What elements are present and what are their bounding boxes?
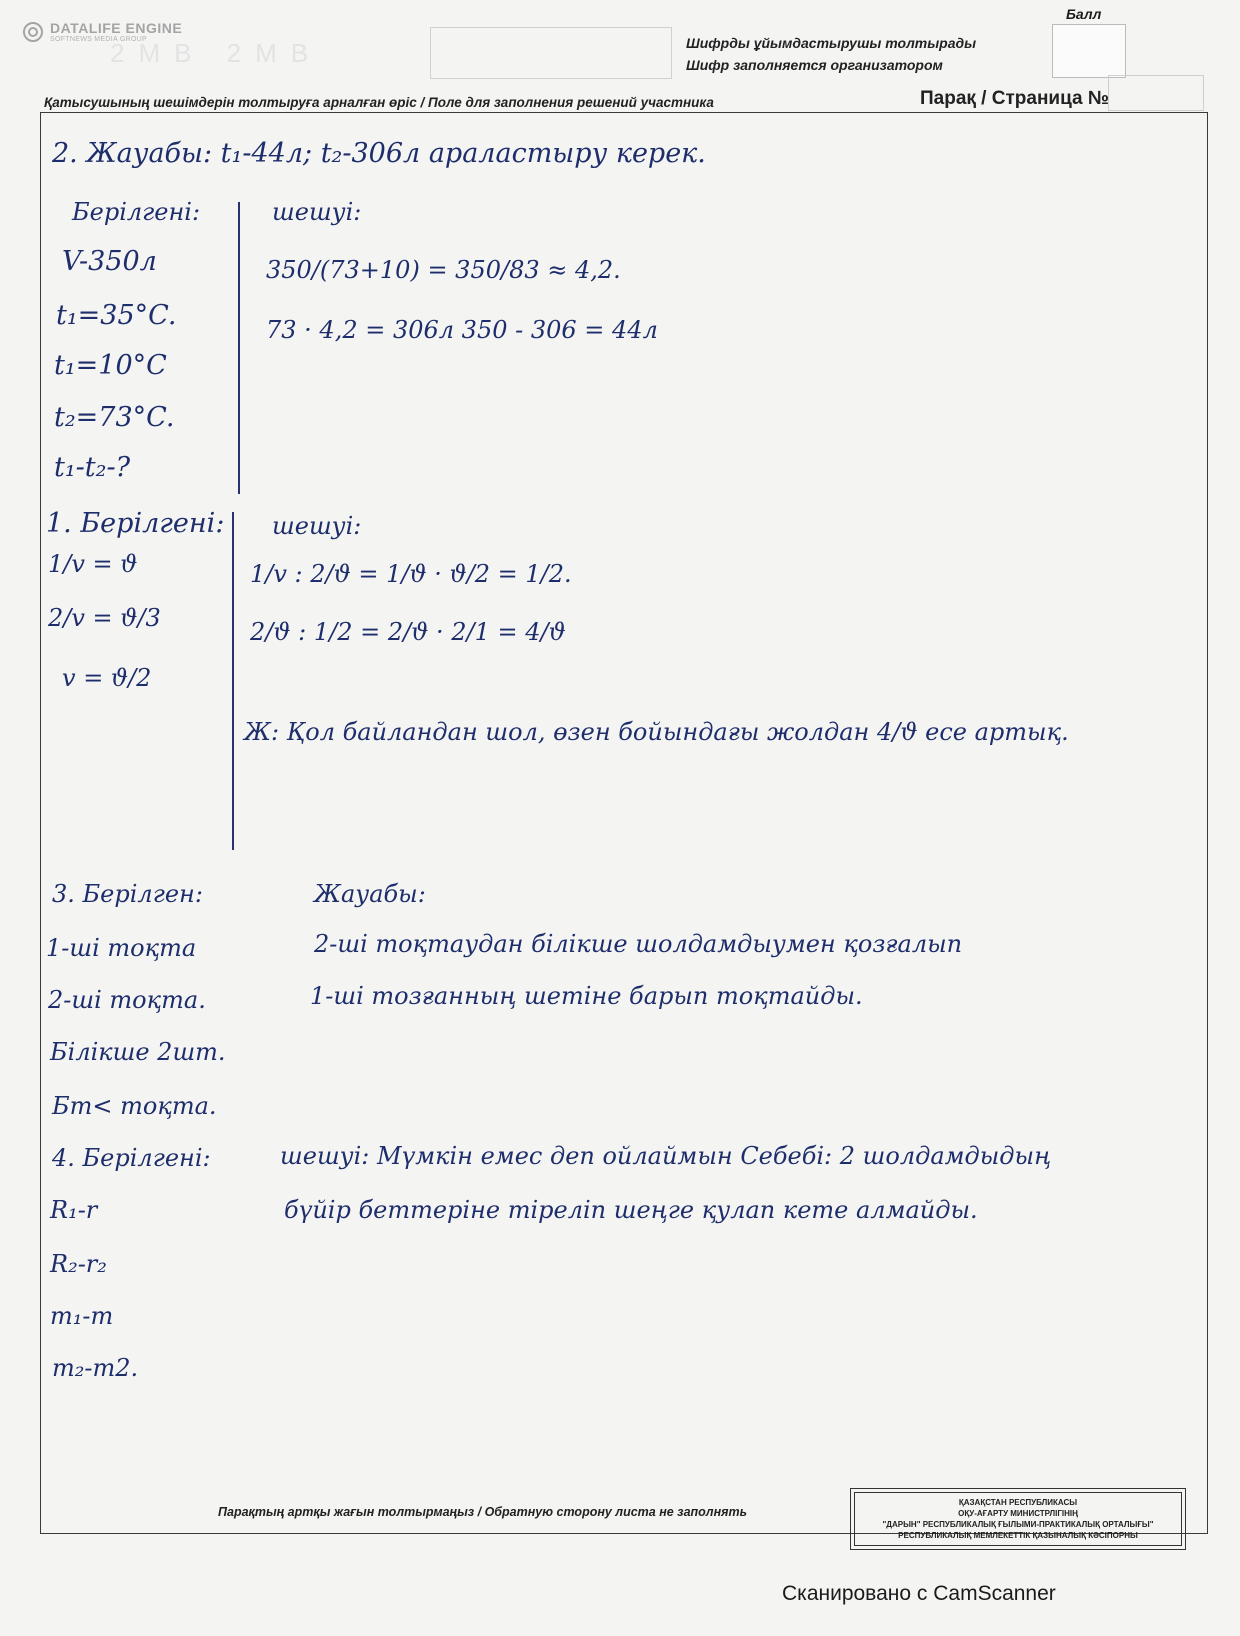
p2-answer: 2. Жауабы: t₁-44л; t₂-306л араластыру керек. (52, 138, 706, 169)
p4-solution-1: бүйір беттеріне тіреліп шеңге қулап кете алмайды. (284, 1196, 978, 1224)
page-number-box (1108, 75, 1204, 111)
p1-solution-title: шешуі: (272, 512, 362, 540)
organizer-kz: Шифрды ұйымдастырушы толтырады (686, 35, 977, 51)
page-label: Парақ / Страница № (920, 88, 1110, 109)
watermark-title: DATALIFE ENGINE (50, 20, 183, 36)
p3-given-2: Білікше 2шт. (50, 1038, 226, 1066)
organizer-note (686, 32, 976, 76)
cipher-box (430, 27, 672, 79)
p4-given-2: m₁-m (50, 1302, 114, 1330)
back-side-note: Парақтың артқы жағын толтырмаңыз / Обратную сторону листа не заполнять (218, 1505, 748, 1519)
p2-given-title: Берілгені: (72, 198, 201, 226)
p1-divider (232, 512, 234, 850)
p4-given-3: m₂-m2. (52, 1354, 139, 1382)
p4-solution-0: шешуі: Мүмкін емес деп ойлаймын Себебі: 2 шолдамдыдың (280, 1142, 1052, 1170)
p3-answer-title: Жауабы: (314, 880, 426, 908)
datalife-logo-icon (22, 21, 44, 43)
ball-box (1052, 24, 1126, 78)
stamp-line-1: ОҚУ-АҒАРТУ МИНИСТРЛІГІНІҢ (958, 1509, 1078, 1518)
watermark-subtitle: SOFTNEWS MEDIA GROUP (50, 36, 148, 43)
organizer-ru: Шифр заполняется организатором (686, 57, 943, 73)
stamp-line-2: "ДАРЫН" РЕСПУБЛИКАЛЫҚ ҒЫЛЫМИ-ПРАКТИКАЛЫҚ ОРТАЛЫҒЫ" (882, 1520, 1154, 1529)
p2-given-4: t₁-t₂-? (54, 452, 131, 483)
p2-solution-title: шешуі: (272, 198, 362, 226)
p3-answer-0: 2-ші тоқтаудан білікше шолдамдыумен қозғалып (314, 930, 963, 958)
p1-given-0: 1/v = ϑ (48, 550, 138, 578)
p4-given-1: R₂-r₂ (50, 1250, 107, 1278)
ball-label: Балл (1066, 6, 1102, 22)
p1-given-1: 2/v = ϑ/3 (48, 604, 161, 632)
p1-given-title: 1. Берілгені: (46, 508, 225, 539)
p1-eq1: 1/v : 2/ϑ = 1/ϑ · ϑ/2 = 1/2. (250, 560, 572, 588)
scanned-label: Сканировано с CamScanner (782, 1582, 1056, 1605)
p1-eq2: 2/ϑ : 1/2 = 2/ϑ · 2/1 = 4/ϑ (250, 618, 566, 646)
p3-given-title: 3. Берілген: (52, 880, 203, 908)
p4-given-0: R₁-r (50, 1196, 98, 1224)
stamp-line-0: ҚАЗАҚСТАН РЕСПУБЛИКАСЫ (958, 1498, 1078, 1507)
p3-given-1: 2-ші тоқта. (48, 986, 206, 1014)
field-label: Қатысушының шешімдерін толтыруға арналған өріс / Поле для заполнения решений участника (44, 95, 714, 110)
p2-divider (238, 202, 240, 494)
stamp-line-3: РЕСПУБЛИКАЛЫҚ МЕМЛЕКЕТТІК ҚАЗЫНАЛЫҚ КӘСІПОРНЫ (898, 1531, 1138, 1540)
p2-given-2: t₁=10°C (54, 350, 167, 381)
p4-given-title: 4. Берілгені: (52, 1144, 211, 1172)
p3-given-3: Бт< тоқта. (52, 1092, 217, 1120)
p3-given-0: 1-ші тоқта (46, 934, 197, 962)
p2-line2: 73 · 4,2 = 306л 350 - 306 = 44л (266, 316, 658, 344)
p2-given-1: t₁=35°C. (56, 300, 177, 331)
p3-answer-1: 1-ші тозғанның шетіне барып тоқтайды. (310, 982, 863, 1010)
p1-given-2: v = ϑ/2 (62, 664, 152, 692)
organization-stamp (850, 1488, 1186, 1550)
ghost-code: 2MB 2MB (110, 38, 323, 68)
p2-fraction: 350/(73+10) = 350/83 ≈ 4,2. (266, 256, 621, 284)
p2-given-0: V-350л (62, 246, 157, 277)
p2-given-3: t₂=73°C. (54, 402, 175, 433)
p1-answer: Ж: Қол байландан шол, өзен бойындағы жолдан 4/ϑ есе артық. (244, 718, 1069, 746)
